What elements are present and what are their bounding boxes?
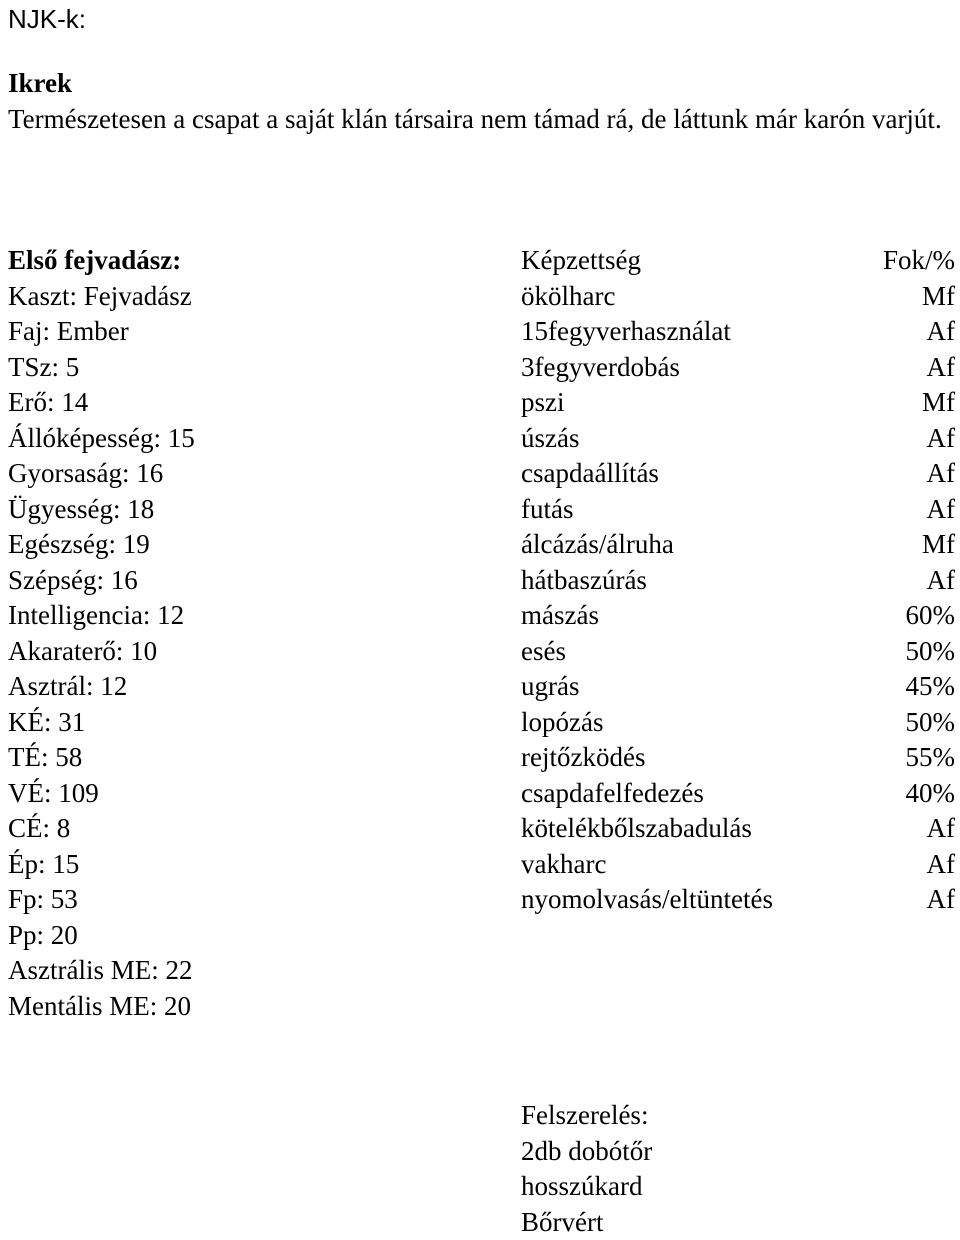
stat-line: Állóképesség: 15 (8, 421, 468, 457)
stat-list (8, 279, 468, 1025)
skill-name: rejtőzködés (521, 740, 645, 776)
skill-level: Mf (922, 279, 955, 315)
skill-level: Af (927, 314, 956, 350)
stat-line: VÉ: 109 (8, 776, 468, 812)
stat-line: KÉ: 31 (8, 705, 468, 741)
skill-level: Af (927, 882, 956, 918)
skill-name: ökölharc (521, 279, 615, 315)
skill-level: Af (927, 563, 956, 599)
skill-row (521, 314, 955, 350)
stat-line: Ép: 15 (8, 847, 468, 883)
skills-table (521, 243, 955, 918)
stat-line: Egészség: 19 (8, 527, 468, 563)
equipment-item: Bőrvért (521, 1205, 955, 1240)
stat-line: Fp: 53 (8, 882, 468, 918)
stat-line: Asztrális ME: 22 (8, 953, 468, 989)
skill-level: 45% (906, 669, 956, 705)
skill-row (521, 776, 955, 812)
skill-row (521, 598, 955, 634)
skill-name: vakharc (521, 847, 606, 883)
skill-name: hátbaszúrás (521, 563, 647, 599)
equipment-item: 2db dobótőr (521, 1134, 955, 1170)
equipment-title: Felszerelés: (521, 1098, 955, 1134)
equipment-item: hosszúkard (521, 1169, 955, 1205)
skill-name: nyomolvasás/eltüntetés (521, 882, 773, 918)
skill-row (521, 350, 955, 386)
skill-name: 15fegyverhasználat (521, 314, 731, 350)
equipment-section (521, 1098, 955, 1240)
document-title: NJK-k: (8, 2, 86, 38)
skill-row (521, 882, 955, 918)
skill-level: Af (927, 847, 956, 883)
equipment-list (521, 1134, 955, 1240)
skill-level: Mf (922, 527, 955, 563)
skill-name: esés (521, 634, 566, 670)
skills-header-row (521, 243, 955, 279)
skill-row (521, 705, 955, 741)
skill-name: csapdafelfedezés (521, 776, 704, 812)
stat-line: Asztrál: 12 (8, 669, 468, 705)
stat-line: TSz: 5 (8, 350, 468, 386)
skill-level: Af (927, 456, 956, 492)
skill-row (521, 669, 955, 705)
skills-header-name: Képzettség (521, 243, 641, 279)
skill-name: kötelékbőlszabadulás (521, 811, 752, 847)
skill-list (521, 279, 955, 918)
skill-level: Af (927, 350, 956, 386)
skill-name: úszás (521, 421, 579, 457)
stat-line: CÉ: 8 (8, 811, 468, 847)
skill-name: mászás (521, 598, 599, 634)
intro-paragraph: Természetesen a csapat a saját klán társaira nem támad rá, de láttunk már karón varjút. (8, 102, 956, 138)
skill-name: futás (521, 492, 573, 528)
skill-name: lopózás (521, 705, 603, 741)
skill-name: pszi (521, 385, 565, 421)
skill-row (521, 811, 955, 847)
skill-name: 3fegyverdobás (521, 350, 680, 386)
skill-row (521, 492, 955, 528)
character-stats (8, 243, 468, 1024)
skill-level: Af (927, 492, 956, 528)
stat-line: Intelligencia: 12 (8, 598, 468, 634)
skill-level: 50% (906, 705, 956, 741)
skill-row (521, 563, 955, 599)
skills-header-level: Fok/% (883, 243, 955, 279)
stat-line: Gyorsaság: 16 (8, 456, 468, 492)
intro-heading: Ikrek (8, 66, 956, 102)
skill-row (521, 385, 955, 421)
stat-line: Pp: 20 (8, 918, 468, 954)
skill-row (521, 847, 955, 883)
skill-level: Mf (922, 385, 955, 421)
skill-row (521, 740, 955, 776)
skill-level: 40% (906, 776, 956, 812)
stat-line: Mentális ME: 20 (8, 989, 468, 1025)
stat-line: Akaraterő: 10 (8, 634, 468, 670)
skill-name: csapdaállítás (521, 456, 659, 492)
skill-level: 55% (906, 740, 956, 776)
stat-line: TÉ: 58 (8, 740, 468, 776)
stat-line: Faj: Ember (8, 314, 468, 350)
skill-row (521, 634, 955, 670)
character-title: Első fejvadász: (8, 243, 468, 279)
skill-name: ugrás (521, 669, 579, 705)
intro-section (8, 66, 956, 137)
stat-line: Ügyesség: 18 (8, 492, 468, 528)
skill-level: 50% (906, 634, 956, 670)
stat-line: Szépség: 16 (8, 563, 468, 599)
skill-row (521, 279, 955, 315)
skill-level: Af (927, 421, 956, 457)
skill-row (521, 421, 955, 457)
stat-line: Erő: 14 (8, 385, 468, 421)
skill-row (521, 527, 955, 563)
skill-row (521, 456, 955, 492)
skill-name: álcázás/álruha (521, 527, 674, 563)
stat-line: Kaszt: Fejvadász (8, 279, 468, 315)
skill-level: Af (927, 811, 956, 847)
skill-level: 60% (906, 598, 956, 634)
